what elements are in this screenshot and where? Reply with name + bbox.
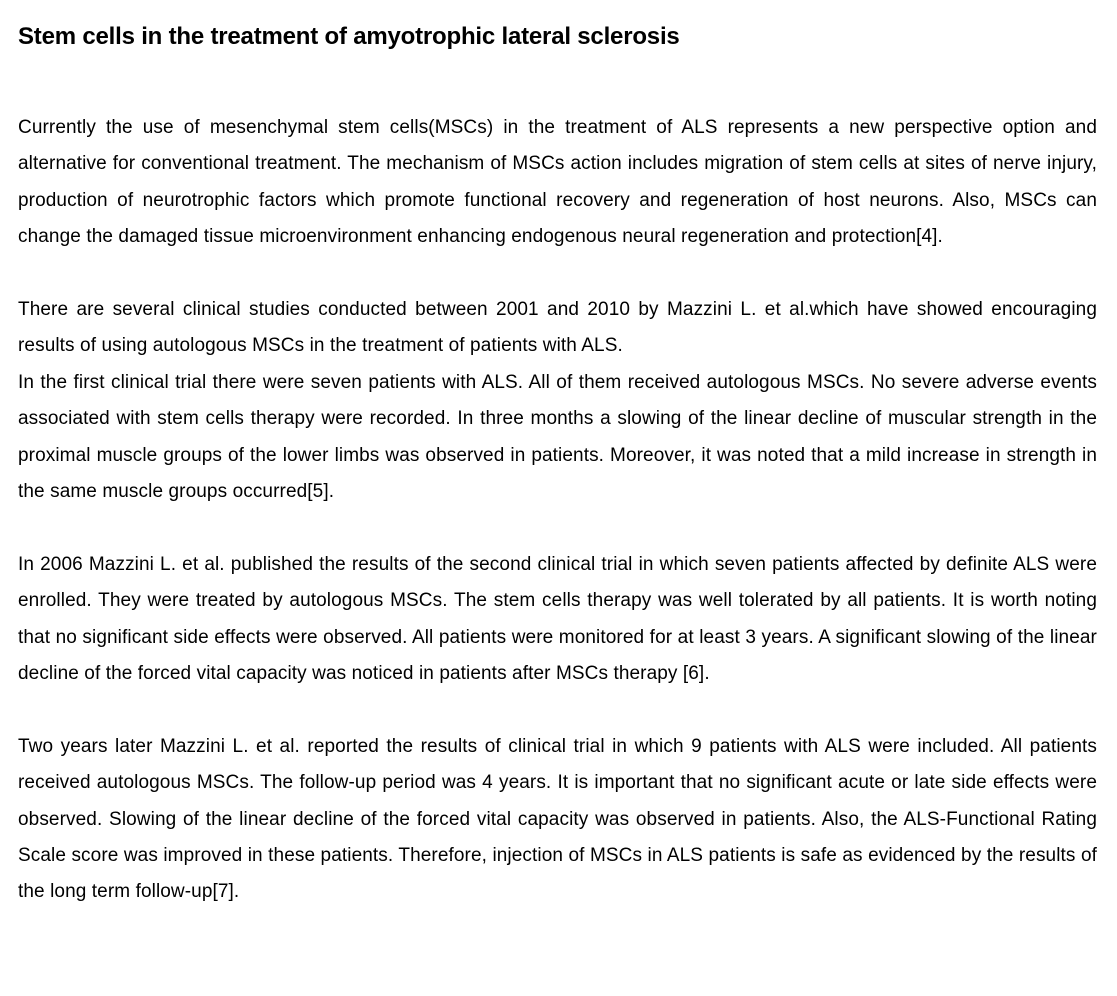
paragraph-third-trial: Two years later Mazzini L. et al. reported the results of clinical trial in which 9 patients with ALS were included. All patients received autologous MSCs. The follow-up period was 4 years. It is important that no significant acute or late side effects were observed. Slowing of the linear decline of the forced vital capacity was observed in patients. Also, the ALS-Functional Rating Scale score was improved in these patients. Therefore, injection of MSCs in ALS patients is safe as evidenced by the results of the long term follow-up[7]. (18, 735, 1097, 903)
document-page (18, 0, 1097, 911)
document-body (18, 110, 1097, 911)
document-title: Stem cells in the treatment of amyotrophic lateral sclerosis (18, 23, 680, 50)
paragraph-first-trial: In the first clinical trial there were seven patients with ALS. All of them received autologous MSCs. No severe adverse events associated with stem cells therapy were recorded. In three months a slowing of the linear decline of muscular strength in the proximal muscle groups of the lower limbs was observed in patients. Moreover, it was noted that a mild increase in strength in the same muscle groups occurred[5]. (18, 371, 1097, 503)
paragraph-msc-overview: Currently the use of mesenchymal stem cells(MSCs) in the treatment of ALS represents a new perspective option and alternative for conventional treatment. The mechanism of MSCs action includes migration of stem cells at sites of nerve injury, production of neurotrophic factors which promote functional recovery and regeneration of host neurons. Also, MSCs can change the damaged tissue microenvironment enhancing endogenous neural regeneration and protection[4]. (18, 117, 1097, 248)
paragraph-second-trial: In 2006 Mazzini L. et al. published the results of the second clinical trial in which seven patients affected by definite ALS were enrolled. They were treated by autologous MSCs. The stem cells therapy was well tolerated by all patients. It is worth noting that no significant side effects were observed. All patients were monitored for at least 3 years. A significant slowing of the linear decline of the forced vital capacity was noticed in patients after MSCs therapy [6]. (18, 553, 1097, 685)
paragraph-clinical-studies-intro: There are several clinical studies conducted between 2001 and 2010 by Mazzini L. et al.which have showed encouraging results of using autologous MSCs in the treatment of patients with ALS. (18, 299, 1097, 357)
